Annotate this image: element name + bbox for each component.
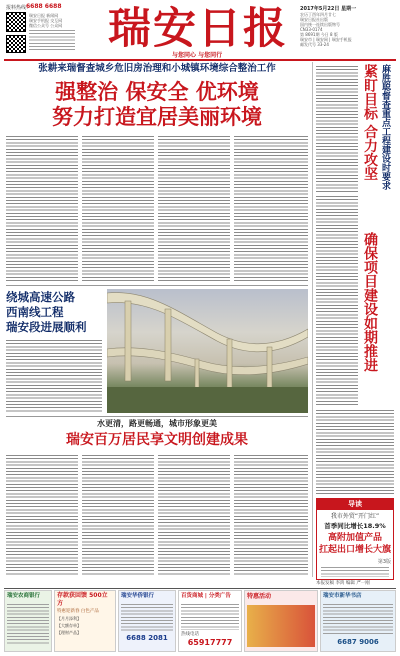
guide-item2 <box>321 567 389 577</box>
index-line: 微信公众号 公众网 <box>29 23 63 28</box>
lead-body-col4 <box>234 136 308 282</box>
masthead-index-block <box>29 30 75 52</box>
ads-rule <box>4 588 396 589</box>
ad4-sub: 热线电话 <box>181 632 199 637</box>
credits-strip <box>316 581 394 587</box>
guide-item1-sub2[interactable]: 首季同比增长18.9% <box>324 522 386 530</box>
info-line: 邮发代号 33-24 <box>300 42 329 47</box>
ad-promotion[interactable] <box>244 590 318 652</box>
highway-title-line2: 西南线工程 <box>6 305 64 319</box>
guide-item1-page[interactable]: 第3版 <box>377 559 391 565</box>
masthead-slogan: 与您同心 与您同行 <box>172 52 223 59</box>
info-line: 第 8691期 今日 8 版 <box>300 32 338 37</box>
index-line: 瑞安日报 新闻网 <box>29 13 59 18</box>
header-rule <box>4 59 396 61</box>
ad4-title: 百货商城 | 分类广告 <box>181 593 231 599</box>
story2-body-col2 <box>82 455 154 575</box>
guide-item1-title-line1[interactable]: 高附加值产品 <box>327 533 382 543</box>
masthead-title: 瑞安日报 <box>108 4 288 54</box>
ad2-title: 存款获回馈 500立方 <box>57 592 108 607</box>
story2-title: 瑞安百万居民享文明创建成果 <box>66 432 248 448</box>
masthead-index <box>29 13 77 28</box>
ad1-brand: 瑞安农商银行 <box>7 593 41 599</box>
lunar-date: 农历丁酉年四月廿七 <box>300 12 336 17</box>
ad-rural-bank[interactable] <box>4 590 52 652</box>
story2-kicker: 水更清，路更畅通，城市形象更美 <box>97 419 217 428</box>
ad-bookstore[interactable] <box>320 590 396 652</box>
column-divider <box>312 62 313 577</box>
ad4-body <box>181 604 239 630</box>
credit-item: 严一刚 <box>356 581 370 586</box>
hotline-label: 报料热线： <box>6 5 32 11</box>
guide-box <box>316 498 394 580</box>
ad3-phone: 6688 2081 <box>126 634 168 642</box>
lead-title-line2: 努力打造宜居美丽环境 <box>52 105 262 129</box>
credit-item: 李鸿 <box>335 581 345 586</box>
ad1-body <box>7 604 49 644</box>
section-rule <box>6 285 308 286</box>
story2-body-col3 <box>158 455 230 575</box>
issue-info <box>300 5 394 47</box>
ad-deposit[interactable] <box>54 590 116 652</box>
info-line: CN33-0174 <box>300 27 323 32</box>
hotline-number: 6688 6688 <box>26 3 62 10</box>
guide-label: 导读 <box>317 499 393 510</box>
info-line: 国内统一连续出版物号 <box>300 22 340 27</box>
lead-body-col3 <box>158 136 230 282</box>
ad5-title: 特惠活动 <box>247 593 272 600</box>
right-body-bottom <box>316 410 394 494</box>
bridge-illustration <box>107 289 308 413</box>
ad6-phone: 6687 9006 <box>337 638 379 646</box>
ad-classifieds[interactable] <box>178 590 242 652</box>
info-line: 瑞安市 | 瑞安网 | 瑞安手机报 <box>300 37 352 42</box>
section-rule-2 <box>6 416 308 417</box>
ad2-sub: 特惠迎新春 白色产品 <box>57 609 99 614</box>
right-body-mid <box>316 196 358 406</box>
story2-body-col1 <box>6 455 78 575</box>
right-title-line1: 紧盯目标 合力攻坚 <box>362 64 378 181</box>
credit-item: 本报发稿 <box>316 581 334 586</box>
issue-date: 2017年5月22日 <box>300 6 340 12</box>
guide-item1-title-line2[interactable]: 扛起出口增长大旗 <box>319 545 392 555</box>
ad3-body <box>121 604 173 632</box>
ad5-image <box>247 605 315 647</box>
ad6-body <box>323 604 393 636</box>
lead-body-col2 <box>82 136 154 282</box>
ad2-line: 【月月添利】 <box>57 616 81 621</box>
highway-title-line1: 绕城高速公路 <box>6 290 75 304</box>
right-body-top <box>316 66 358 192</box>
right-title-line2: 确保项目建设如期推进 <box>362 232 378 372</box>
lead-body-col1 <box>6 136 78 282</box>
lead-kicker: 张耕来瑞督查城乡危旧房治理和小城镇环境综合整治工作 <box>38 63 276 74</box>
publisher: 瑞安日报社出版 <box>300 17 328 22</box>
credit-item: 编辑 <box>345 581 355 586</box>
story2-body-col4 <box>234 455 308 575</box>
qr-code <box>6 12 26 32</box>
highway-title-line3: 瑞安段进展顺利 <box>6 320 87 334</box>
lead-title-line1: 强整治 保安全 优环境 <box>55 80 259 104</box>
highway-body <box>6 340 102 412</box>
issue-weekday: 星期一 <box>341 6 357 12</box>
qr-code-2 <box>6 35 26 53</box>
ad-overseas-bank[interactable] <box>118 590 176 652</box>
ad2-line: 【理财产品】 <box>57 630 81 635</box>
ad2-line: 【大额存单】 <box>57 623 81 628</box>
guide-item1-sub[interactable]: 我市外贸“开门红” <box>330 513 380 520</box>
ad4-phone: 65917777 <box>187 638 233 647</box>
bridge-photo <box>107 289 308 413</box>
ad6-title: 瑞安市新华书店 <box>323 593 362 599</box>
index-line: 瑞安手机报 交互网 <box>29 18 63 23</box>
right-kicker: 麻胜聪督查重点工程建设时要求 <box>380 64 390 190</box>
ad3-brand: 瑞安华侨银行 <box>121 593 155 599</box>
